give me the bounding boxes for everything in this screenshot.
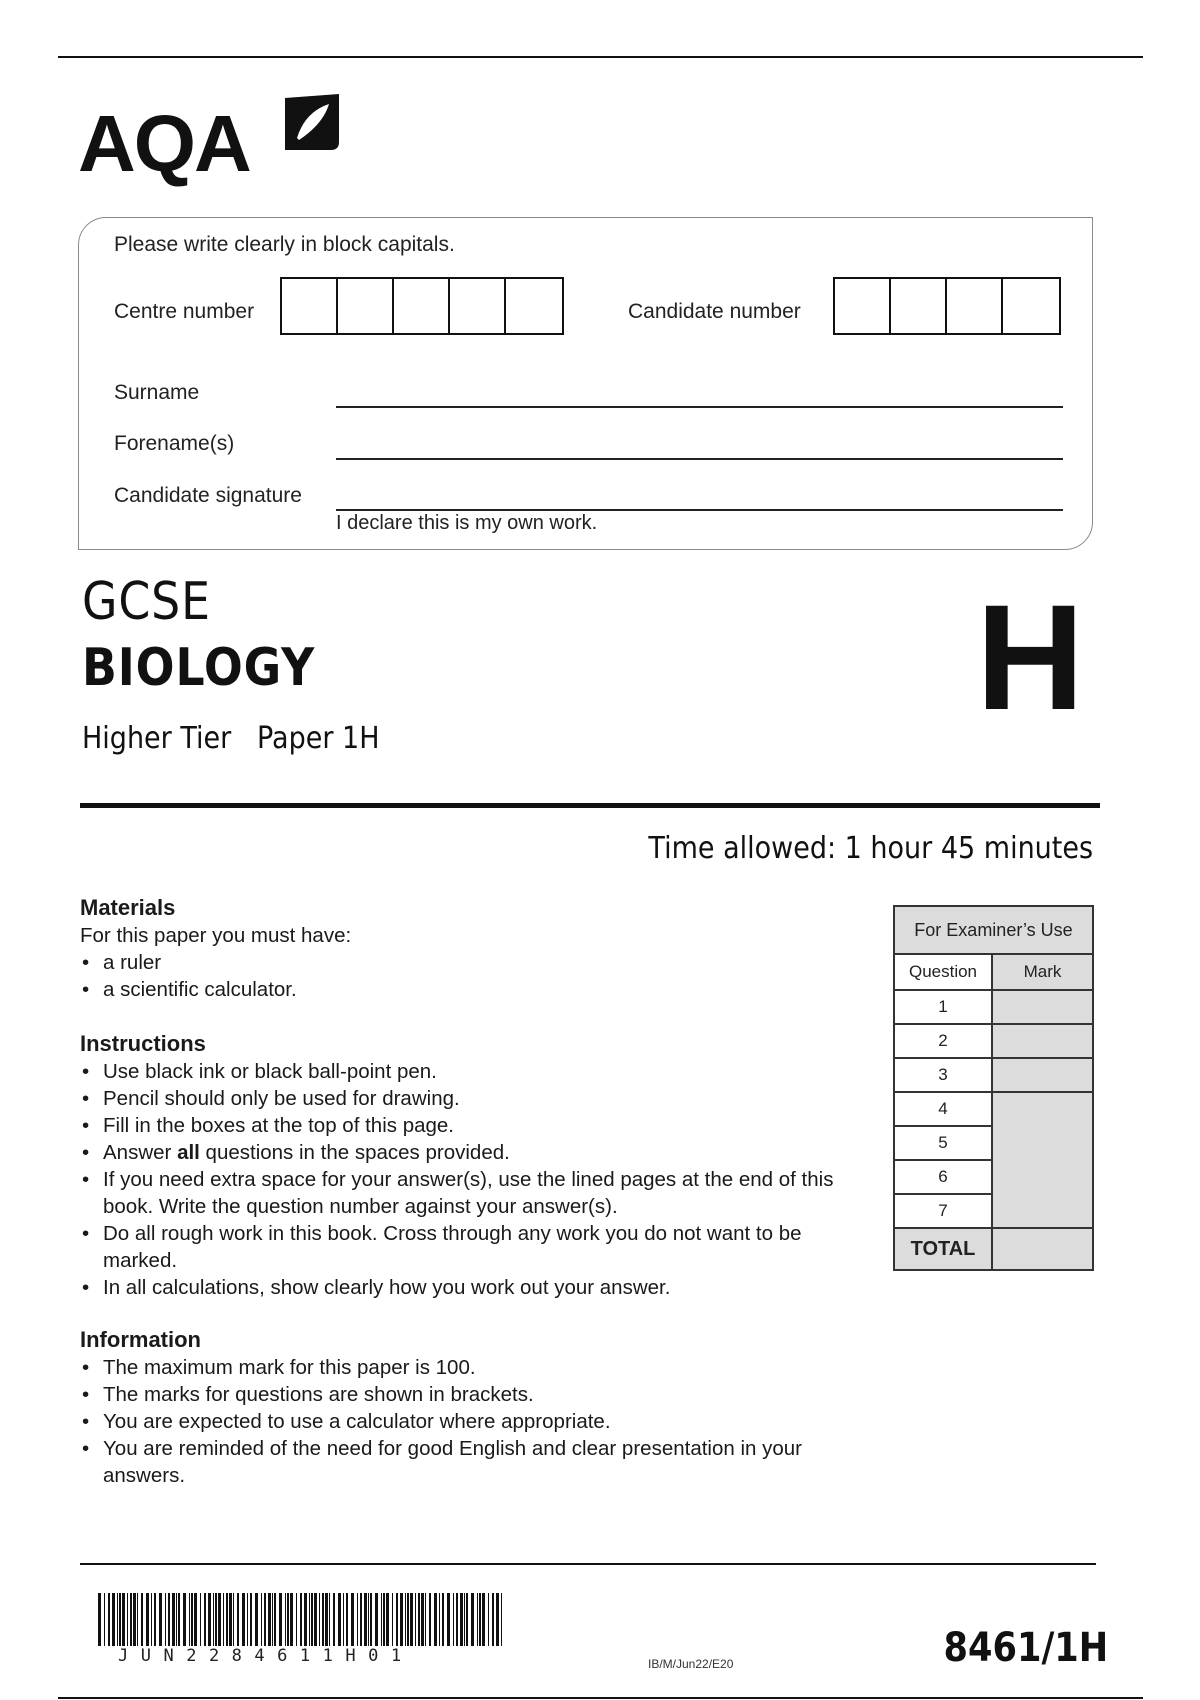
bottom-rule [58, 1697, 1143, 1699]
barcode-bar [112, 1593, 115, 1646]
barcode-bar [133, 1593, 136, 1646]
block-capitals-instruction: Please write clearly in block capitals. [114, 233, 455, 256]
barcode-bar [296, 1593, 297, 1646]
centre-number-label: Centre number [114, 300, 255, 323]
barcode-bar [274, 1593, 276, 1646]
paper-code: 8461/1H [943, 1625, 1108, 1671]
centre-number-cell[interactable] [394, 279, 450, 333]
barcode-bar [383, 1593, 385, 1646]
list-item: • Pencil should only be used for drawing. [80, 1085, 870, 1112]
signature-field[interactable] [336, 509, 1063, 511]
barcode-bar [460, 1593, 463, 1646]
mark-cell [992, 1092, 1093, 1228]
barcode-bar [200, 1593, 201, 1646]
instructions-section [80, 1030, 870, 1301]
barcode-bar [357, 1593, 358, 1646]
barcode-bar [154, 1593, 156, 1646]
centre-number-cell[interactable] [506, 279, 562, 333]
list-item: • Answer all questions in the spaces provided. [80, 1139, 870, 1166]
instructions-list [80, 1058, 870, 1301]
footer-rule [80, 1563, 1096, 1565]
total-mark-cell [992, 1228, 1093, 1270]
centre-number-cell[interactable] [338, 279, 394, 333]
barcode-bar [400, 1593, 403, 1646]
candidate-number-cell[interactable] [835, 279, 891, 333]
barcode-bar [242, 1593, 245, 1646]
list-item: • The marks for questions are shown in brackets. [80, 1381, 820, 1408]
barcode-bar [215, 1593, 217, 1646]
signature-label: Candidate signature [114, 484, 302, 507]
mark-column-header: Mark [992, 954, 1093, 990]
barcode-bar [479, 1593, 481, 1646]
barcode-bar [208, 1593, 211, 1646]
barcode-bar [392, 1593, 393, 1646]
barcode-bar [338, 1593, 341, 1646]
barcode-bar [421, 1593, 424, 1646]
qualification-title: GCSE [82, 572, 211, 632]
barcode-bar [405, 1593, 406, 1646]
barcode-text: JUN2284611H01 [118, 1646, 414, 1666]
materials-section [80, 894, 880, 1003]
barcode-bar [229, 1593, 232, 1646]
barcode-bar [501, 1593, 502, 1646]
list-item: • Use black ink or black ball-point pen. [80, 1058, 870, 1085]
barcode-bar [141, 1593, 143, 1646]
barcode-bar [130, 1593, 132, 1646]
barcode-bar [311, 1593, 313, 1646]
barcode-bar [364, 1593, 367, 1646]
barcode-bar [159, 1593, 162, 1646]
question-number: 3 [894, 1058, 992, 1092]
barcode-bar [442, 1593, 444, 1646]
total-label: TOTAL [894, 1228, 992, 1270]
question-number: 7 [894, 1194, 992, 1228]
barcode-bar [453, 1593, 454, 1646]
barcode-bar [287, 1593, 289, 1646]
barcode-bar [304, 1593, 307, 1646]
list-item: • Do all rough work in this book. Cross through any work you do not want to be marked. [80, 1220, 823, 1274]
barcode-bar [261, 1593, 262, 1646]
barcode-bar [122, 1593, 125, 1646]
barcode-bar [104, 1593, 105, 1646]
list-item: • Fill in the boxes at the top of this page. [80, 1112, 870, 1139]
barcode-bar [343, 1593, 344, 1646]
top-rule [58, 56, 1143, 58]
barcode-bar [439, 1593, 440, 1646]
candidate-number-cell[interactable] [1003, 279, 1059, 333]
barcode-bar [300, 1593, 302, 1646]
reference-code: IB/M/Jun22/E20 [648, 1657, 734, 1671]
table-row [894, 1024, 1093, 1058]
barcode-bar [396, 1593, 398, 1646]
barcode-bar [314, 1593, 317, 1646]
examiner-table-title: For Examiner’s Use [894, 906, 1093, 954]
table-row [894, 1228, 1093, 1270]
barcode-bar [464, 1593, 465, 1646]
materials-heading: Materials [80, 895, 176, 920]
table-row [894, 1092, 1093, 1126]
question-number: 6 [894, 1160, 992, 1194]
surname-label: Surname [114, 381, 200, 404]
information-list [80, 1354, 820, 1489]
barcode-bar [456, 1593, 458, 1646]
barcode-bar [322, 1593, 324, 1646]
question-number: 4 [894, 1092, 992, 1126]
question-column-header: Question [894, 954, 992, 990]
barcode-bar [237, 1593, 239, 1646]
list-item: • a scientific calculator. [80, 976, 880, 1003]
barcode-bar [309, 1593, 310, 1646]
barcode-bar [189, 1593, 190, 1646]
declaration-text: I declare this is my own work. [336, 512, 598, 534]
barcode-bar [264, 1593, 266, 1646]
barcode-bar [360, 1593, 362, 1646]
barcode-bar [223, 1593, 224, 1646]
centre-number-field[interactable] [280, 277, 564, 335]
barcode-bar [290, 1593, 293, 1646]
question-number: 5 [894, 1126, 992, 1160]
barcode-bar [178, 1593, 180, 1646]
list-item: • a ruler [80, 949, 880, 976]
barcode-bar [151, 1593, 152, 1646]
instructions-heading: Instructions [80, 1031, 206, 1056]
barcode-bar [119, 1593, 121, 1646]
barcode-bar [381, 1593, 382, 1646]
barcode-bar [272, 1593, 273, 1646]
candidate-number-cell[interactable] [947, 279, 1003, 333]
list-item: • You are expected to use a calculator where appropriate. [80, 1408, 820, 1435]
table-row [894, 1058, 1093, 1092]
title-divider [80, 803, 1100, 808]
barcode-bar [329, 1593, 330, 1646]
barcode-bar [407, 1593, 409, 1646]
tier-letter: H [976, 573, 1085, 741]
barcode-bar [204, 1593, 206, 1646]
subject-title: BIOLOGY [82, 638, 316, 698]
barcode-bar [108, 1593, 110, 1646]
list-item: • In all calculations, show clearly how you work out your answer. [80, 1274, 870, 1301]
barcode-bar [98, 1593, 101, 1646]
question-number: 2 [894, 1024, 992, 1058]
table-row [894, 990, 1093, 1024]
barcode-bar [285, 1593, 286, 1646]
centre-number-cell[interactable] [282, 279, 338, 333]
barcode-bar [250, 1593, 252, 1646]
barcode-bar [165, 1593, 166, 1646]
barcode-bar [368, 1593, 369, 1646]
barcode-bar [386, 1593, 389, 1646]
aqa-logo-text: AQA [78, 99, 250, 188]
surname-field[interactable] [336, 406, 1063, 408]
tier-label: Higher Tier [82, 721, 232, 756]
candidate-number-field[interactable] [833, 277, 1061, 335]
barcode-bar [146, 1593, 149, 1646]
barcode-bar [370, 1593, 372, 1646]
barcode-bar [418, 1593, 420, 1646]
tier-paper-line [82, 721, 380, 756]
list-item: • The maximum mark for this paper is 100. [80, 1354, 820, 1381]
aqa-leaf-icon [283, 92, 341, 152]
barcode-bar [375, 1593, 378, 1646]
list-item: • If you need extra space for your answer(s), use the lined pages at the end of this book. Write the question number against your answer(s). [80, 1166, 870, 1220]
question-number: 1 [894, 990, 992, 1024]
barcode-bar [247, 1593, 248, 1646]
aqa-logo [78, 99, 250, 188]
barcode-bar [410, 1593, 413, 1646]
forenames-label: Forename(s) [114, 432, 235, 455]
barcode-bar [325, 1593, 328, 1646]
barcode-bar [218, 1593, 221, 1646]
barcode-bar [346, 1593, 348, 1646]
paper-label: Paper 1H [256, 721, 380, 756]
candidate-number-label: Candidate number [628, 300, 801, 323]
barcode-bar [477, 1593, 478, 1646]
barcode-bar [447, 1593, 450, 1646]
barcode-bar [492, 1593, 494, 1646]
barcode-bar [137, 1593, 138, 1646]
barcode-bar [466, 1593, 468, 1646]
barcode-bar [255, 1593, 258, 1646]
barcode-bar [226, 1593, 228, 1646]
barcode-bar [268, 1593, 271, 1646]
barcode-bar [279, 1593, 282, 1646]
barcode-bar [351, 1593, 354, 1646]
barcode-bar [172, 1593, 175, 1646]
time-allowed: Time allowed: 1 hour 45 minutes [648, 831, 1093, 866]
barcode-bar [496, 1593, 499, 1646]
barcode-bar [194, 1593, 197, 1646]
information-section [80, 1326, 820, 1489]
barcode-bar [176, 1593, 177, 1646]
examiner-use-table [893, 905, 1094, 1271]
barcode-bar [233, 1593, 234, 1646]
mark-cell [992, 1058, 1093, 1092]
barcode-bar [415, 1593, 416, 1646]
barcode-bar [213, 1593, 214, 1646]
forenames-field[interactable] [336, 458, 1063, 460]
list-item: • You are reminded of the need for good English and clear presentation in your answers. [80, 1435, 820, 1489]
barcode-bar [333, 1593, 335, 1646]
mark-cell [992, 1024, 1093, 1058]
barcode-bar [429, 1593, 431, 1646]
barcode-bar [191, 1593, 193, 1646]
materials-intro: For this paper you must have: [80, 924, 352, 947]
barcode-bar [471, 1593, 474, 1646]
barcode-bar [319, 1593, 320, 1646]
mark-cell [992, 990, 1093, 1024]
information-heading: Information [80, 1327, 201, 1352]
barcode-bar [482, 1593, 485, 1646]
barcode [98, 1593, 508, 1646]
materials-list [80, 949, 880, 1003]
barcode-bar [434, 1593, 437, 1646]
barcode-bar [168, 1593, 170, 1646]
barcode-bar [127, 1593, 128, 1646]
barcode-bar [183, 1593, 186, 1646]
candidate-number-cell[interactable] [891, 279, 947, 333]
barcode-bar [117, 1593, 118, 1646]
barcode-bar [488, 1593, 489, 1646]
centre-number-cell[interactable] [450, 279, 506, 333]
barcode-bar [425, 1593, 426, 1646]
